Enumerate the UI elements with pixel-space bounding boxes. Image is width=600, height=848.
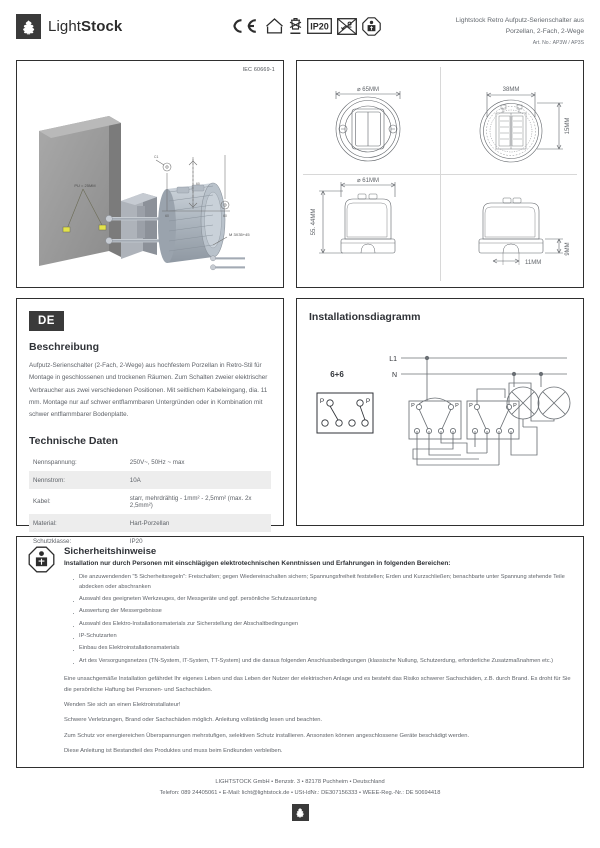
- svg-text:P: P: [455, 403, 459, 409]
- certification-icons: [216, 14, 394, 36]
- article-number: Art. No.: AP3W / AP3S: [532, 39, 584, 46]
- screw-label: M 3X35+45: [229, 232, 250, 237]
- tech-value: IP20: [129, 537, 143, 545]
- svg-text:C1: C1: [154, 155, 159, 159]
- safety-paragraph: Zum Schutz vor energiereichen Überspannungen mehrstufigen, selektiven Schutz installieren. Ansonsten können angeschlossene Geräte beschädigt werden.: [64, 732, 470, 739]
- installation-diagram-title: Installationsdiagramm: [309, 311, 421, 323]
- technical-data-table: [29, 453, 271, 550]
- tech-key: Schutzklasse:: [33, 537, 72, 545]
- safety-title: Sicherheitshinweise: [64, 546, 157, 557]
- side-view: [319, 182, 395, 253]
- technical-data-body: [29, 453, 271, 550]
- brand-light: Light: [48, 18, 82, 35]
- tech-value: 250V~, 50Hz ~ max: [129, 458, 185, 466]
- back-view: [479, 198, 563, 265]
- top-panels-row: [16, 60, 584, 288]
- page-header: [16, 14, 584, 54]
- safety-bullet-list: [70, 573, 572, 666]
- description-panel: [16, 298, 284, 545]
- description-text: Aufputz-Serienschalter (2-Fach, 2-Wege) aus hochfestem Porzellan in Retro-Stil für Montage in geschlossenen und trockenen Räumen. Zum Schalten zweier elektrischer Verbraucher aus zwei verschiedenen Positionen. Mit seitlichem Kabeleingang, dia. 11 mm. Montage nur auf schwer entflammbaren Untergründen oder in Kombination mit schwer entflammbarer Bodenplatte.: [29, 362, 268, 419]
- cfl-bulb-icon: [16, 14, 41, 39]
- technical-data-title: Technische Daten: [29, 435, 119, 448]
- list-item: · Einbau des Elektroinstallationsmaterials: [70, 644, 572, 654]
- safety-paragraph: Diese Anleitung ist Bestandteil des Produktes und muss beim Endkunden verbleiben.: [64, 747, 283, 754]
- svg-text:IP20: IP20: [309, 21, 329, 32]
- safety-paragraph: Schwere Verletzungen, Brand oder Sachschäden möglich. Anleitung vollständig lesen und beachten.: [64, 717, 323, 724]
- list-item: · Art des Versorgungsnetzes (TN-System, IT-System, TT-System) und die daraus folgenden Anschlussbedingungen (klassische Nullung, Schutzerdung, erforderliche Zusatzmaßnahmen etc.): [70, 657, 572, 667]
- switch-symbol: [317, 393, 373, 433]
- svg-text:60: 60: [196, 182, 200, 186]
- brand-stock: Stock: [81, 18, 123, 35]
- safety-panel: [16, 536, 584, 768]
- safety-content: [64, 546, 572, 758]
- list-item: · Auswertung der Messergebnisse: [70, 607, 572, 617]
- svg-text:⌀ 65MM: ⌀ 65MM: [357, 87, 379, 93]
- no-chemical-cleaning-icon: [337, 18, 357, 35]
- wall-label: PU = 25MM: [74, 183, 96, 188]
- table-row: [29, 489, 271, 514]
- svg-text:N: N: [391, 372, 397, 379]
- brand-logo: [16, 14, 216, 39]
- middle-panels-row: [16, 298, 584, 545]
- svg-text:11MM: 11MM: [525, 260, 542, 266]
- installation-diagram-panel: [296, 298, 584, 526]
- table-row: [29, 514, 271, 532]
- standard-reference: IEC 60669-1: [242, 67, 275, 73]
- mounting-illustration: [17, 61, 283, 287]
- internal-mechanism-view: [480, 92, 563, 162]
- product-title-block: [394, 14, 584, 47]
- language-badge: DE: [29, 311, 64, 331]
- company-contact: Telefon: 089 24405061 • E-Mail: licht@lightstock.de • USt-IdNr.: DE307156333 • WEEE-Reg.-Nr.: DE 50694418: [159, 789, 441, 796]
- tech-key: Material:: [33, 519, 57, 527]
- page-footer: [16, 777, 584, 821]
- qualified-electrician-icon: [362, 17, 381, 36]
- safety-paragraph: Eine unsachgemäße Installation gefährdet Ihr eigenes Leben und das Leben der Nutzer der elektrischen Anlage und es besteht das Risiko schwerer Sachschäden, z.B. durch Brand. Es droht für Sie die persönliche Haftung bei Personen- und Sachschäden.: [64, 676, 571, 693]
- tech-key: Nennspannung:: [33, 458, 77, 466]
- cfl-bulb-icon: [292, 804, 309, 821]
- wiring-diagram: [309, 331, 573, 521]
- tech-value: Hart-Porzellan: [129, 519, 170, 527]
- product-title-line-2: Porzellan, 2-Fach, 2-Wege: [505, 27, 584, 35]
- svg-text:⌀ 61MM: ⌀ 61MM: [357, 178, 379, 184]
- ce-mark-icon: [230, 16, 260, 36]
- svg-text:15MM: 15MM: [565, 117, 571, 135]
- list-item: · IP-Schutzarten: [70, 632, 572, 642]
- safety-paragraph: Wenden Sie sich an einen Elektroinstallateur!: [64, 702, 181, 708]
- list-item: · Die anzuwendenden "5 Sicherheitsregeln": Freischalten; gegen Wiedereinschalten sichern; Spannungsfreiheit feststellen; Erden und Kurzschließen; benachbarte unter Spannung stehende Teile abdecken oder abschranken: [70, 573, 572, 593]
- weee-crossed-bin-icon: [289, 17, 302, 36]
- front-view: [336, 91, 400, 161]
- drawing-divider-horizontal: [303, 174, 577, 175]
- svg-text:60: 60: [223, 214, 227, 218]
- svg-text:38MM: 38MM: [502, 87, 520, 93]
- svg-text:9MM: 9MM: [565, 242, 571, 256]
- svg-text:P: P: [411, 403, 415, 409]
- list-item: · Auswahl des Elektro-Installationsmaterials zur Sicherstellung der Abschaltbedingungen: [70, 620, 572, 630]
- tech-key: Kabel:: [33, 498, 51, 506]
- company-address: LIGHTSTOCK GmbH • Benzstr. 3 • 82178 Puchheim • Deutschland: [215, 779, 385, 785]
- tech-value: 10A: [129, 476, 141, 484]
- dimension-drawings-panel: [296, 60, 584, 288]
- safety-subtitle: Installation nur durch Personen mit einschlägigen elektrotechnischen Kenntnissen und Erfahrungen in folgenden Bereichen:: [64, 560, 451, 567]
- table-row: [29, 471, 271, 489]
- qualified-electrician-icon: [28, 546, 55, 758]
- ip20-rating-icon: [307, 18, 332, 34]
- svg-text:P: P: [365, 398, 371, 405]
- lamp-2: [538, 387, 570, 419]
- svg-text:55. 44MM: 55. 44MM: [311, 208, 317, 236]
- tech-value: starr, mehrdrähtig - 1mm² - 2,5mm² (max. 2x 2,5mm²): [129, 494, 252, 509]
- table-row: [29, 453, 271, 471]
- tech-key: Nennstrom:: [33, 476, 65, 484]
- svg-text:P: P: [319, 398, 325, 405]
- description-title: Beschreibung: [29, 341, 100, 353]
- svg-text:60: 60: [165, 214, 169, 218]
- svg-text:L1: L1: [389, 356, 397, 363]
- product-illustration-panel: [16, 60, 284, 288]
- circuit-code: 6+6: [330, 370, 344, 379]
- svg-text:P: P: [469, 403, 473, 409]
- product-title-line-1: Lightstock Retro Aufputz-Serienschalter aus: [455, 17, 584, 24]
- list-item: · Auswahl des geeigneten Werkzeuges, der Messgeräte und ggf. persönliche Schutzausrüstung: [70, 595, 572, 605]
- svg-text:P: P: [513, 403, 517, 409]
- brand-name: [48, 18, 122, 35]
- indoor-use-house-icon: [265, 17, 284, 35]
